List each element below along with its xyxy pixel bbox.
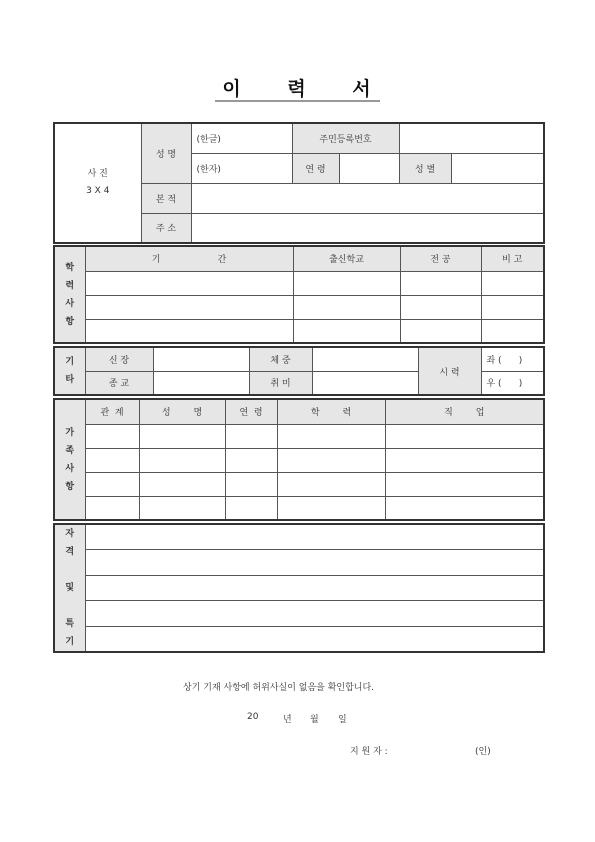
- height-label: 신 장: [85, 347, 153, 371]
- applicant-label: 지 원 자 :: [350, 747, 388, 757]
- family-section-label: 가 족 사 항: [54, 399, 85, 520]
- hanja-label: (한자): [196, 164, 221, 175]
- name-hangul-field[interactable]: [191, 123, 292, 153]
- education-cell[interactable]: [400, 271, 481, 295]
- family-cell[interactable]: [385, 448, 544, 472]
- family-cell[interactable]: [225, 424, 277, 448]
- vision-label: 시 력: [418, 347, 481, 395]
- family-cell[interactable]: [85, 424, 139, 448]
- domicile-label: 본 적: [141, 183, 191, 213]
- family-cell[interactable]: [277, 448, 385, 472]
- photo-box[interactable]: [54, 123, 141, 243]
- qualification-row[interactable]: [85, 550, 544, 576]
- document-title: 이 력 서: [222, 78, 373, 100]
- qualifications-section-label: 자 격 및 특 기: [54, 524, 85, 652]
- education-cell[interactable]: [85, 295, 293, 319]
- gender-field[interactable]: [451, 153, 544, 183]
- rrn-label: 주민등록번호: [292, 123, 399, 153]
- qualification-row[interactable]: [85, 626, 544, 652]
- confirmation-statement: 상기 기재 사항에 허위사실이 없음을 확인합니다.: [183, 683, 375, 693]
- applicant-name-field[interactable]: [405, 742, 467, 756]
- age-field[interactable]: [339, 153, 399, 183]
- vision-right-field[interactable]: 우 ( ): [481, 371, 544, 395]
- age-label: 연 령: [292, 153, 339, 183]
- education-header-note: 비 고: [481, 246, 544, 271]
- education-row: [54, 319, 544, 343]
- year-prefix: 20: [247, 712, 259, 722]
- family-cell[interactable]: [225, 448, 277, 472]
- family-cell[interactable]: [277, 496, 385, 520]
- family-header-occupation: 직 업: [385, 399, 544, 424]
- religion-field[interactable]: [153, 371, 249, 395]
- rrn-field[interactable]: [399, 123, 544, 153]
- education-cell[interactable]: [481, 319, 544, 343]
- vision-left-field[interactable]: 좌 ( ): [481, 347, 544, 371]
- misc-section-label: 기 타: [54, 347, 85, 395]
- family-cell[interactable]: [139, 472, 225, 496]
- photo-size-label: 3 X 4: [86, 186, 110, 196]
- hobby-field[interactable]: [312, 371, 418, 395]
- education-header-school: 출신학교: [293, 246, 400, 271]
- education-cell[interactable]: [293, 271, 400, 295]
- qualification-row[interactable]: [85, 524, 544, 550]
- qualifications-table: [53, 523, 545, 653]
- weight-field[interactable]: [312, 347, 418, 371]
- religion-label: 종 교: [85, 371, 153, 395]
- education-row: [54, 295, 544, 319]
- education-cell[interactable]: [85, 319, 293, 343]
- education-cell[interactable]: [481, 271, 544, 295]
- education-cell[interactable]: [293, 319, 400, 343]
- family-header-age: 연 령: [225, 399, 277, 424]
- family-cell[interactable]: [139, 448, 225, 472]
- qualification-row[interactable]: [85, 575, 544, 601]
- name-label: 성 명: [141, 123, 191, 183]
- family-row: [54, 424, 544, 448]
- family-cell[interactable]: [277, 472, 385, 496]
- hangul-label: (한글): [196, 134, 221, 145]
- photo-label: 사 진: [87, 169, 108, 179]
- family-cell[interactable]: [85, 448, 139, 472]
- family-cell[interactable]: [385, 472, 544, 496]
- education-cell[interactable]: [400, 319, 481, 343]
- family-row: [54, 472, 544, 496]
- domicile-field[interactable]: [191, 183, 544, 213]
- education-row: [54, 271, 544, 295]
- month-label: 월: [310, 715, 319, 725]
- family-row: [54, 448, 544, 472]
- personal-info-table: [53, 122, 545, 244]
- family-cell[interactable]: [225, 472, 277, 496]
- misc-info-table: [53, 346, 545, 396]
- education-header-period: 기 간: [85, 246, 293, 271]
- year-label: 년: [283, 715, 292, 725]
- address-field[interactable]: [191, 213, 544, 243]
- family-cell[interactable]: [85, 472, 139, 496]
- family-cell[interactable]: [225, 496, 277, 520]
- family-header-name: 성 명: [139, 399, 225, 424]
- family-cell[interactable]: [139, 496, 225, 520]
- education-table: [53, 245, 545, 344]
- family-row: [54, 496, 544, 520]
- address-label: 주 소: [141, 213, 191, 243]
- family-cell[interactable]: [277, 424, 385, 448]
- qualification-row[interactable]: [85, 601, 544, 627]
- family-cell[interactable]: [385, 496, 544, 520]
- education-section-label: 학 력 사 항: [54, 246, 85, 343]
- weight-label: 체 중: [249, 347, 312, 371]
- education-cell[interactable]: [293, 295, 400, 319]
- education-header-major: 전 공: [400, 246, 481, 271]
- height-field[interactable]: [153, 347, 249, 371]
- seal-label: (인): [475, 747, 491, 757]
- hobby-label: 취 미: [249, 371, 312, 395]
- family-cell[interactable]: [85, 496, 139, 520]
- gender-label: 성 별: [399, 153, 451, 183]
- family-table: [53, 398, 545, 521]
- day-label: 일: [338, 715, 347, 725]
- name-hanja-field[interactable]: [191, 153, 292, 183]
- education-cell[interactable]: [400, 295, 481, 319]
- title-underline: [215, 100, 380, 102]
- family-cell[interactable]: [385, 424, 544, 448]
- family-header-education: 학 력: [277, 399, 385, 424]
- education-cell[interactable]: [481, 295, 544, 319]
- education-cell[interactable]: [85, 271, 293, 295]
- family-header-relation: 관 계: [85, 399, 139, 424]
- family-cell[interactable]: [139, 424, 225, 448]
